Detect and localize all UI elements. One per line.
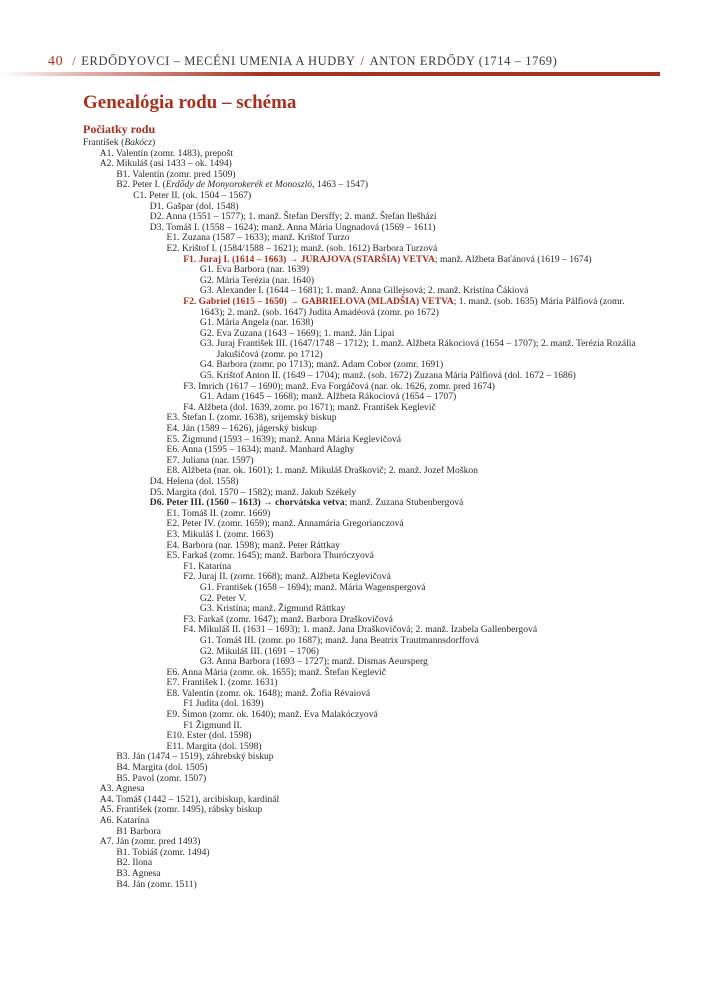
entry-text: E2. Krištof I. (1584/1588 – 1621); manž. (sob. 1612) Barbora Turzová [166, 242, 438, 254]
entry-text: , 1463 – 1547) [312, 179, 369, 191]
entry-text: G2. Mikuláš III. (1691 – 1706) [199, 645, 319, 657]
tree-entry [83, 848, 643, 859]
entry-text: B1. Tobiáš (zomr. 1494) [116, 846, 210, 858]
entry-text: G5. Krištof Anton II. (1649 – 1704); manž. (sob. 1672) Zuzana Mária Pálfiová (dol. 1672 – 1686) [199, 370, 576, 382]
entry-text: D2. Anna (1551 – 1577); 1. manž. Štefan Dersffy; 2. manž. Štefan Ilešházi [149, 211, 437, 223]
tree-entry [83, 858, 643, 869]
entry-text: E10. Ester (dol. 1598) [166, 730, 252, 742]
entry-text: G1. Tomáš III. (zomr. po 1687); manž. Jana Beatrix Trautmannsdorffová [199, 634, 479, 646]
entry-text: A6. Katarína [99, 815, 150, 826]
entry-text: E7. Juliana (nar. 1597) [166, 454, 254, 466]
entry-text: E9. Šimon (zomr. ok. 1640); manž. Eva Malakóczyová [166, 709, 378, 721]
entry-text: D4. Helena (dol. 1558) [149, 476, 239, 487]
entry-text: E5. Žigmund (1593 – 1639); manž. Anna Mária Keglevičová [166, 433, 401, 445]
entry-text: E6. Anna Mária (zomr. ok. 1655); manž. Štefan Keglevič [166, 666, 387, 678]
entry-text: A5. František (zomr. 1495), rábsky biskup [99, 804, 263, 816]
branch-bold: D6. Peter III. (1560 – 1613) → chorvátska vetva [149, 497, 345, 509]
tree-entry [83, 689, 643, 700]
entry-text: D3. Tomáš I. (1558 – 1624); manž. Anna Mária Ungnadová (1569 – 1611) [149, 221, 436, 233]
entry-text: E1. Zuzana (1587 – 1633); manž. Krištof Turzo [166, 232, 350, 244]
entry-text: A1. Valentín (zomr. 1483), prepošt [99, 147, 234, 159]
entry-text: F4. Mikuláš II. (1631 – 1693); 1. manž. Jana Draškovičová; 2. manž. Izabela Gallenbergová [183, 624, 538, 636]
entry-text: ; manž. Zuzana Stubenbergová [344, 497, 464, 509]
page-number: 40 [48, 54, 64, 69]
chapter-title: ANTON ERDŐDY (1714 – 1769) [369, 54, 558, 68]
entry-text: E6. Anna (1595 – 1634); manž. Manhard Alaghy [166, 444, 355, 456]
header-separator: / [72, 54, 77, 68]
entry-text: ; 1. manž. (sob. 1635) Mária Pálfiová (zomr. 1643); 2. manž. (sob. 1647) Judita Amadéová (zomr. po 1672) [199, 295, 625, 318]
tree-entry [83, 805, 643, 816]
italic-name: Bakócz [124, 137, 153, 148]
entry-text: G2. Eva Zuzana (1643 – 1669); 1. manž. Ján Lipai [199, 327, 395, 339]
entry-text: F1. Katarína [183, 560, 232, 572]
entry-text: B3. Agnesa [116, 867, 161, 879]
entry-text: B5. Pavol (zomr. 1507) [116, 772, 207, 784]
entry-text: E4. Ján (1589 – 1626), jágerský biskup [166, 423, 317, 435]
entry-text: A3. Agnesa [99, 783, 145, 795]
genealogy-tree [83, 138, 643, 890]
entry-text: F4. Alžbeta (dol. 1639, zomr. po 1671); manž. František Keglevič [183, 401, 436, 413]
entry-text: F1 Judita (dol. 1639) [183, 698, 264, 710]
branch-highlight: F1. Juraj I. (1614 – 1663) → JURAJOVA (STARŠIA) VETVA [183, 253, 435, 265]
entry-text: A2. Mikuláš (asi 1433 – ok. 1494) [99, 158, 232, 170]
entry-text: ) [152, 137, 156, 148]
entry-text: B2. Ilona [116, 857, 153, 869]
tree-entry [83, 265, 643, 276]
tree-entry [83, 551, 643, 562]
entry-text: C1. Peter II. (ok. 1504 – 1567) [133, 189, 252, 201]
entry-text: E7. František I. (zomr. 1631) [166, 677, 278, 689]
tree-entry [83, 880, 643, 891]
tree-entry [83, 710, 643, 721]
entry-text: G2. Mária Terézia (nar. 1640) [199, 274, 315, 286]
entry-text: E3. Mikuláš I. (zomr. 1663) [166, 528, 274, 540]
page-title: Genealógia rodu – schéma [83, 92, 297, 113]
header-separator: / [360, 54, 365, 68]
entry-text: F1 Žigmund II. [183, 719, 243, 731]
section-subtitle: Počiatky rodu [83, 122, 156, 136]
running-header [48, 54, 557, 70]
entry-text: A4. Tomáš (1442 – 1521), arcibiskup, kardinál [99, 793, 280, 805]
entry-text: B4. Ján (zomr. 1511) [116, 878, 197, 890]
entry-text: E8. Alžbeta (nar. ok. 1601); 1. manž. Mikuláš Draškovič; 2. manž. Jozef Moškon [166, 465, 478, 477]
entry-text: G3. Kristína; manž. Žigmund Ráttkay [199, 603, 346, 615]
entry-text: E2. Peter IV. (zomr. 1659); manž. Annamária Gregorianczová [166, 518, 404, 530]
tree-entry [83, 297, 643, 318]
entry-text: A7. Ján (zomr. pred 1493) [99, 836, 201, 848]
tree-entry [83, 339, 643, 360]
tree-entry [83, 583, 643, 594]
entry-text: B4. Margita (dol. 1505) [116, 762, 208, 774]
tree-entry [83, 594, 643, 605]
entry-text: G1. Mária Angela (nar. 1638) [199, 317, 314, 329]
entry-text: G4. Barbora (zomr. po 1713); manž. Adam Cobor (zomr. 1691) [199, 359, 444, 371]
book-title: ERDŐDYOVCI – MECÉNI UMENIA A HUDBY [81, 54, 356, 68]
entry-text: G2. Peter V. [199, 592, 247, 604]
entry-text: E5. Farkaš (zomr. 1645); manž. Barbora Thuróczyová [166, 550, 374, 562]
entry-text: E8. Valentín (zomr. ok. 1648); manž. Žofia Révaiová [166, 687, 371, 699]
tree-entry [83, 774, 643, 785]
italic-name: Erdődy de Monyorokerék et Monoszló [165, 179, 313, 191]
entry-text: B1. Valentín (zomr. pred 1509) [116, 168, 236, 180]
entry-text: E1. Tomáš II. (zomr. 1669) [166, 507, 271, 519]
entry-text: G1. František (1658 – 1694); manž. Mária Wagenspergová [199, 581, 426, 593]
entry-text: G3. Anna Barbora (1693 – 1727); manž. Dismas Aeursperg [199, 656, 428, 668]
entry-text: G3. Alexander I. (1644 – 1681); 1. manž. Anna Gillejsová; 2. manž. Kristína Čákiová [199, 285, 529, 297]
entry-text: E3. Štefan I. (zomr. 1638), srijemský biskup [166, 412, 337, 424]
header-rule [0, 72, 660, 76]
entry-text: F3. Farkaš (zomr. 1647); manž. Barbora Draškovičová [183, 613, 393, 625]
entry-text: F3. Imrich (1617 – 1690); manž. Eva Forgáčová (nar. ok. 1626, zomr. pred 1674) [183, 380, 496, 392]
entry-text: D1. Gašpar (dol. 1548) [149, 200, 239, 212]
entry-text: D5. Margita (dol. 1570 – 1582); manž. Jakub Székely [149, 486, 357, 498]
branch-highlight: F2. Gabriel (1615 – 1650) → GABRIELOVA (MLADŠIA) VETVA [183, 295, 454, 307]
entry-text: B2. Peter I. ( [116, 179, 166, 191]
entry-text: B3. Ján (1474 – 1519), záhrebský biskup [116, 751, 274, 763]
tree-entry [83, 255, 643, 266]
tree-entry [83, 636, 643, 647]
entry-text: František ( [83, 137, 125, 148]
tree-entry [83, 816, 643, 827]
entry-text: F2. Juraj II. (zomr. 1668); manž. Alžbeta Keglevičová [183, 571, 391, 583]
entry-text: G1. Eva Barbora (nar. 1639) [199, 264, 310, 276]
entry-text: ; manž. Alžbeta Baťánová (1619 – 1674) [434, 253, 592, 265]
entry-text: G1. Adam (1645 – 1668); manž. Alžbeta Rákociová (1654 – 1707) [199, 391, 457, 403]
entry-text: E4. Barbora (nar. 1598); manž. Peter Ráttkay [166, 539, 340, 551]
entry-text: B1 Barbora [116, 825, 161, 837]
entry-text: G3. Juraj František III. (1647/1748 – 1712); 1. manž. Alžbeta Rákociová (1654 – 1707); 2. manž. Terézia Rozália Jakušičová (zomr. po 1712) [199, 338, 636, 360]
entry-text: E11. Margita (dol. 1598) [166, 740, 262, 752]
